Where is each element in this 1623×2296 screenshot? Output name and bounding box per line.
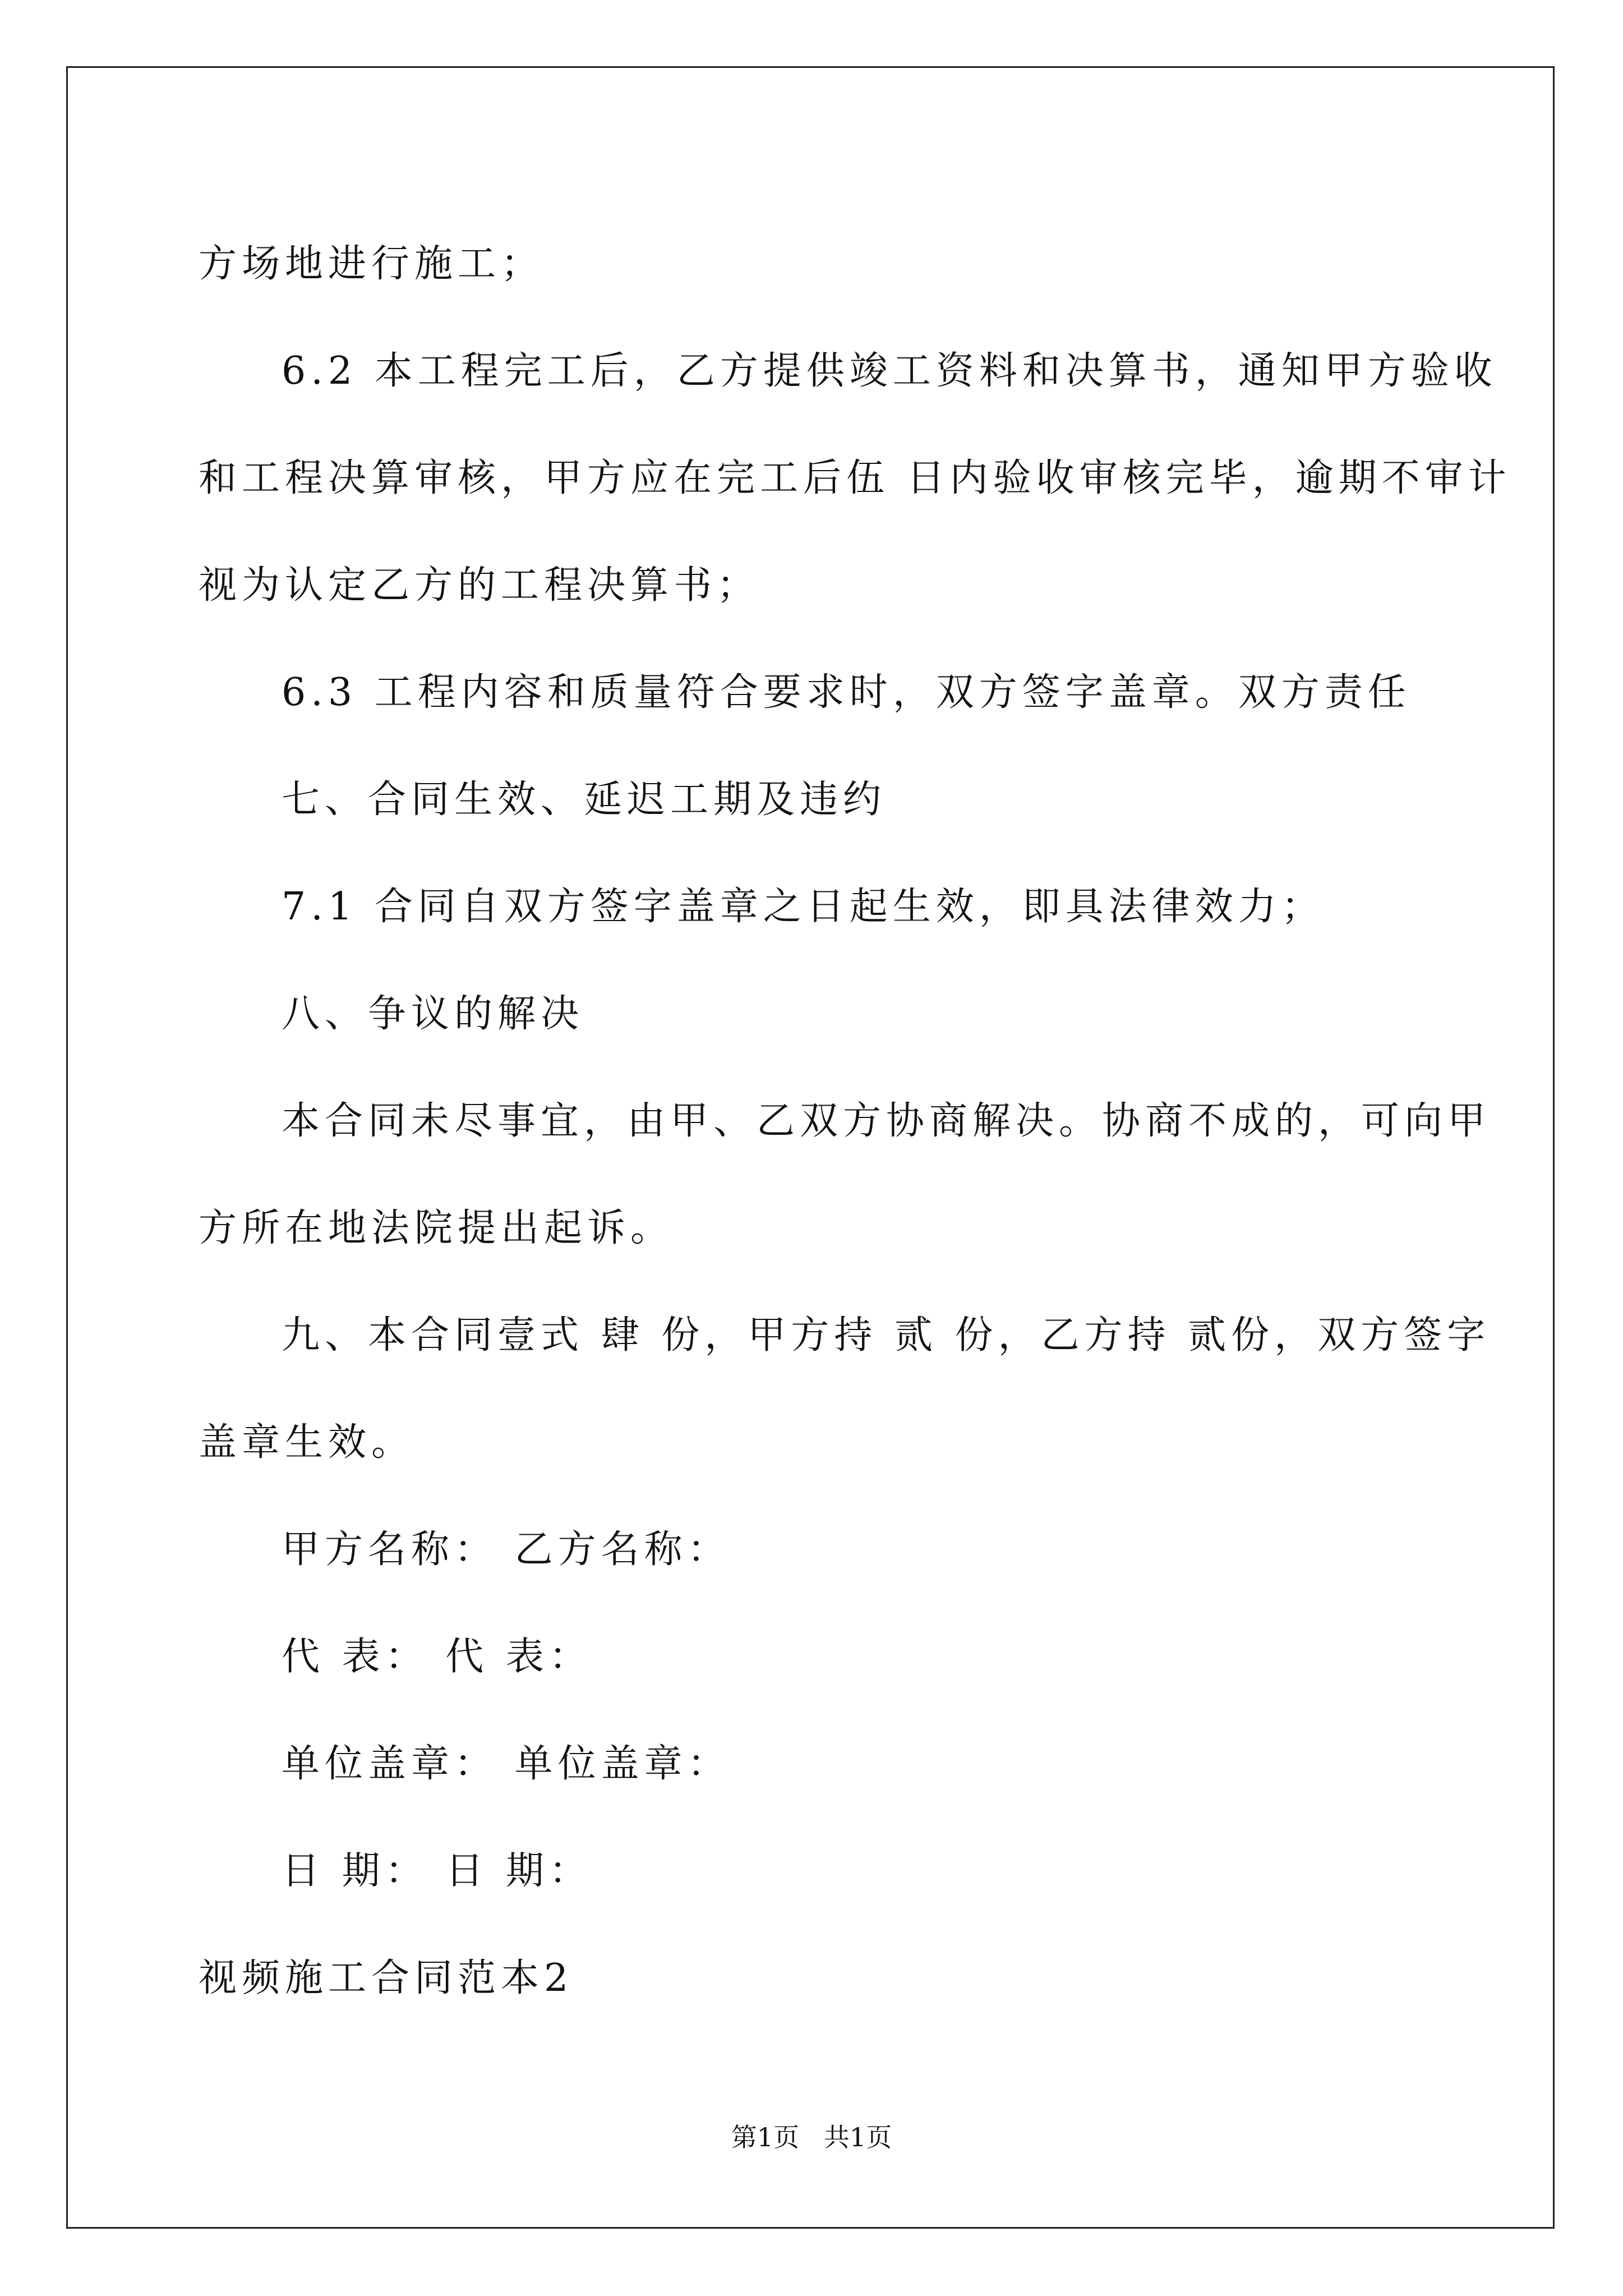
body-line: 方所在地法院提出起诉。 xyxy=(199,1206,674,1250)
body-line: 6.3 工程内容和质量符合要求时，双方签字盖章。双方责任 xyxy=(282,670,1411,715)
section-heading: 七、合同生效、延迟工期及违约 xyxy=(282,777,887,822)
body-line: 7.1 合同自双方签字盖章之日起生效，即具法律效力； xyxy=(282,885,1325,929)
signature-party-names: 甲方名称： 乙方名称： xyxy=(282,1527,731,1572)
signature-dates: 日 期： 日 期： xyxy=(282,1849,592,1893)
next-document-title: 视频施工合同范本2 xyxy=(199,1956,574,2000)
body-line: 视为认定乙方的工程决算书； xyxy=(199,563,760,608)
signature-representatives: 代 表： 代 表： xyxy=(282,1635,592,1679)
body-line: 和工程决算审核，甲方应在完工后伍 日内验收审核完毕，逾期不审计 xyxy=(199,456,1511,500)
section-heading: 八、争议的解决 xyxy=(282,992,584,1036)
page-footer: 第1页 共1页 xyxy=(731,2122,892,2152)
body-line: 九、本合同壹式 肆 份，甲方持 贰 份，乙方持 贰份，双方签字 xyxy=(282,1313,1491,1358)
body-line: 方场地进行施工； xyxy=(199,242,545,286)
signature-seals: 单位盖章： 单位盖章： xyxy=(282,1742,731,1786)
body-line: 6.2 本工程完工后，乙方提供竣工资料和决算书，通知甲方验收 xyxy=(282,349,1497,393)
body-line: 盖章生效。 xyxy=(199,1420,415,1465)
body-line: 本合同未尽事宜，由甲、乙双方协商解决。协商不成的，可向甲 xyxy=(282,1099,1491,1143)
document-body xyxy=(199,210,1511,2032)
